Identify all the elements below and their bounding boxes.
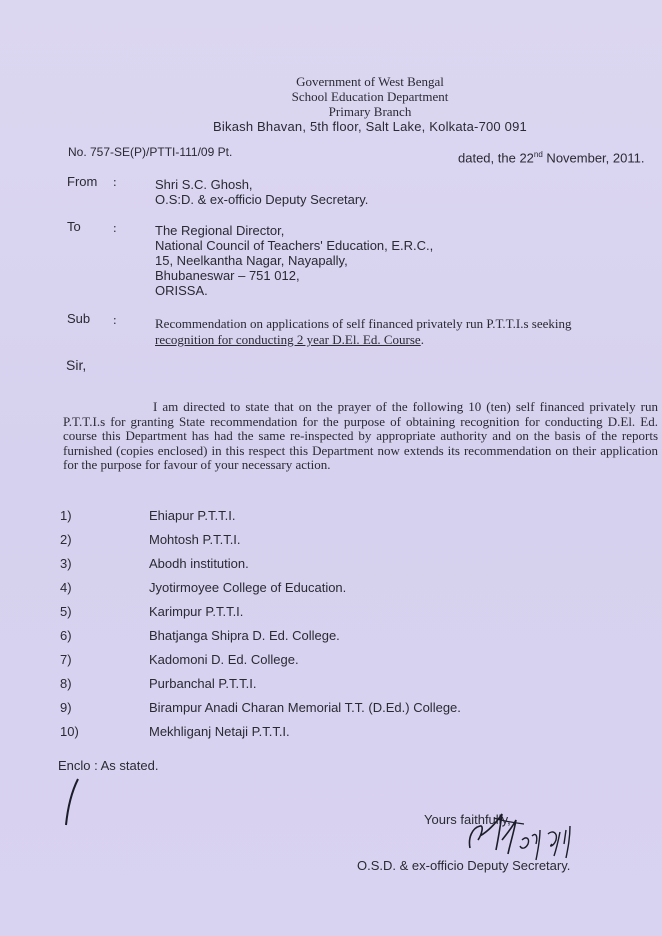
to-line: Bhubaneswar – 751 012,: [155, 268, 300, 283]
letterhead-address: Bikash Bhavan, 5th floor, Salt Lake, Kolkata-700 091: [213, 119, 527, 134]
to-colon: :: [113, 220, 117, 235]
to-line: 15, Neelkantha Nagar, Nayapally,: [155, 253, 348, 268]
to-label: To: [67, 219, 81, 234]
letterhead-department: School Education Department: [291, 89, 449, 104]
to-line: The Regional Director,: [155, 223, 285, 238]
list-item: [60, 604, 560, 628]
letterhead-government: Government of West Bengal: [296, 74, 444, 89]
from-line: O.S:D. & ex-officio Deputy Secretary.: [155, 192, 369, 207]
to-line: ORISSA.: [155, 283, 208, 298]
from-colon: :: [113, 174, 117, 189]
list-number: 1): [60, 508, 72, 523]
list-number: 7): [60, 652, 72, 667]
list-item: [60, 532, 560, 556]
institution-name: Kadomoni D. Ed. College.: [149, 652, 299, 667]
institution-name: Karimpur P.T.T.I.: [149, 604, 244, 619]
subject-line-1: Recommendation on applications of self financed privately run P.T.T.I.s seeking: [155, 316, 572, 331]
subject-text: [155, 316, 655, 348]
pen-mark: [58, 775, 88, 835]
signatory-title: O.S.D. & ex-officio Deputy Secretary.: [357, 858, 571, 873]
date-suffix: November, 2011.: [542, 150, 645, 166]
body-paragraph: [63, 400, 658, 473]
list-item: [60, 556, 560, 580]
subject-line-2: [155, 332, 655, 348]
subject-end: .: [420, 332, 424, 347]
list-number: 9): [60, 700, 72, 715]
letterhead-branch: Primary Branch: [328, 104, 412, 119]
body-text: I am directed to state that on the prayer of the following 10 (ten) self financed privately run P.T.T.I.s for granting State recommendation for the purpose of obtaining recognition for conducting D.El. Ed. course this Department has had the same re-inspected by appropriate authority and on the basis of the reports furnished (copies enclosed) in this respect this Department now extends its recommendation on their application for the purpose for favour of your necessary action.: [63, 399, 658, 472]
list-number: 2): [60, 532, 72, 547]
list-number: 5): [60, 604, 72, 619]
enclosure-note: Enclo : As stated.: [58, 758, 159, 773]
to-line: National Council of Teachers' Education, E.R.C.,: [155, 238, 434, 253]
list-number: 4): [60, 580, 72, 595]
list-number: 3): [60, 556, 72, 571]
institution-name: Mohtosh P.T.T.I.: [149, 532, 241, 547]
institution-name: Purbanchal P.T.T.I.: [149, 676, 257, 691]
to-block: [155, 223, 433, 298]
institution-name: Ehiapur P.T.T.I.: [149, 508, 236, 523]
institution-name: Mekhliganj Netaji P.T.T.I.: [149, 724, 290, 739]
closing-phrase: Yours faithfully,: [424, 812, 511, 827]
date-ordinal: nd: [533, 150, 543, 159]
list-item: [60, 508, 560, 532]
subject-colon: :: [113, 312, 117, 327]
date-prefix: dated, the 22: [458, 150, 534, 166]
list-item: [60, 580, 560, 604]
list-item: [60, 676, 560, 700]
letterhead: [180, 74, 560, 134]
list-item: [60, 652, 560, 676]
list-number: 6): [60, 628, 72, 643]
institution-name: Jyotirmoyee College of Education.: [149, 580, 347, 595]
subject-underlined: recognition for conducting 2 year D.El. Ed. Course: [155, 332, 421, 347]
list-number: 8): [60, 676, 72, 691]
list-item: [60, 628, 560, 652]
salutation: Sir,: [66, 357, 87, 373]
list-item: [60, 700, 560, 724]
from-block: [155, 177, 368, 207]
institution-name: Bhatjanga Shipra D. Ed. College.: [149, 628, 340, 643]
from-label: From: [67, 174, 98, 189]
letter-date: [458, 150, 644, 165]
list-number: 10): [60, 724, 79, 739]
reference-number: No. 757-SE(P)/PTTI-111/09 Pt.: [68, 145, 233, 159]
institution-list: [60, 508, 560, 748]
institution-name: Abodh institution.: [149, 556, 249, 571]
institution-name: Birampur Anadi Charan Memorial T.T. (D.Ed.) College.: [149, 700, 461, 715]
list-item: [60, 724, 560, 748]
subject-label: Sub: [67, 311, 91, 326]
from-line: Shri S.C. Ghosh,: [155, 177, 253, 192]
